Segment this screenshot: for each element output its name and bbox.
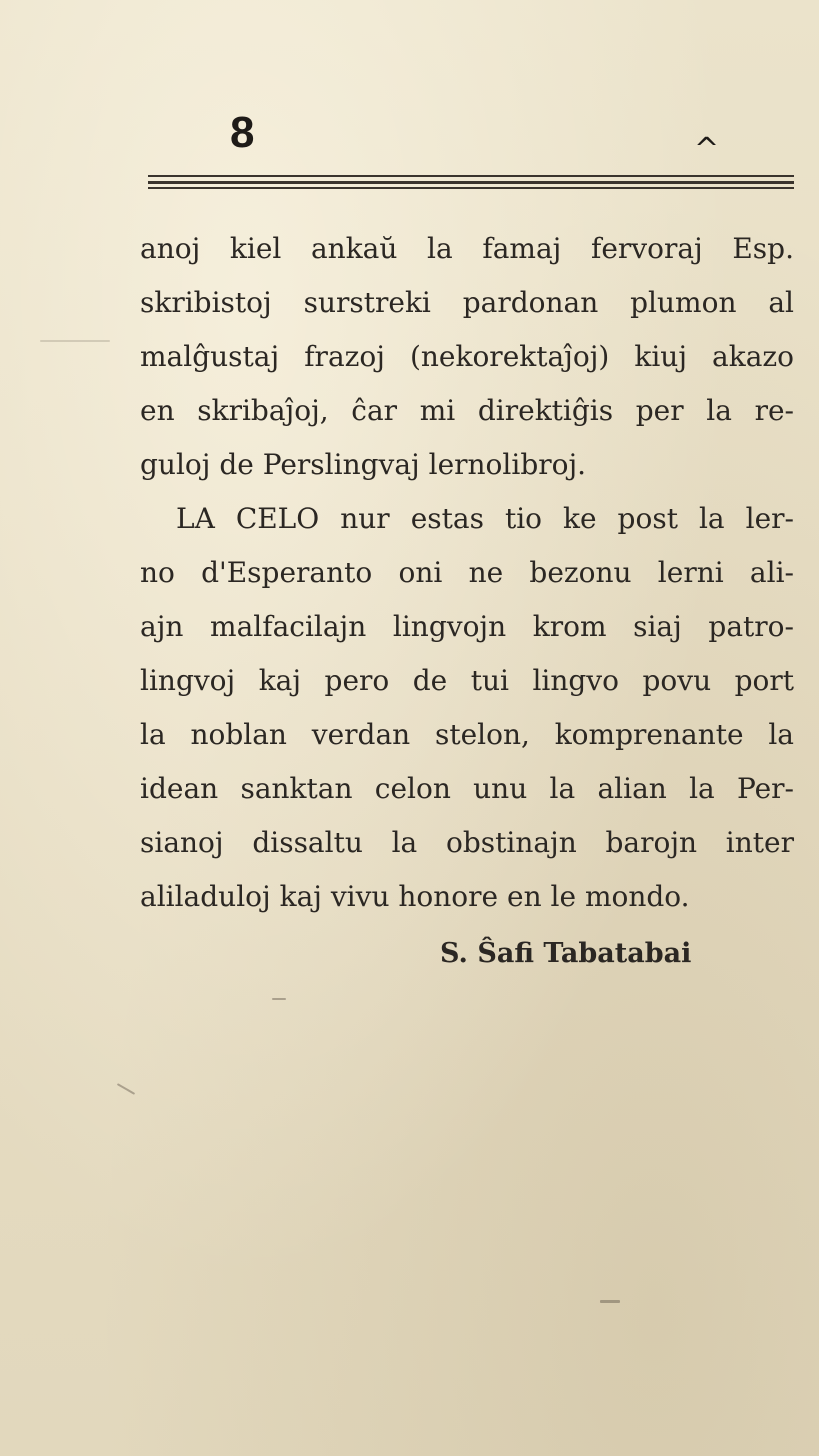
text-line: sianoj dissaltu la obstinajn barojn inter	[140, 826, 794, 859]
text-line: lingvoj kaj pero de tui lingvo povu port	[140, 664, 794, 697]
text-line: anoj kiel ankaŭ la famaj fervoraj Esp.	[140, 232, 794, 265]
paper-fleck	[600, 1300, 620, 1303]
text-line: no d'Esperanto oni ne bezonu lerni ali-	[140, 556, 794, 589]
author-signature: S. Ŝafi Tabatabai	[440, 938, 692, 969]
text-line: la noblan verdan stelon, komprenante la	[140, 718, 794, 751]
text-line: malĝustaj frazoj (nekorektaĵoj) kiuj akazo	[140, 340, 794, 373]
page-mark: ^	[694, 132, 720, 167]
text-line: skribistoj surstreki pardonan plumon al	[140, 286, 794, 319]
text-line: idean sanktan celon unu la alian la Per-	[140, 772, 794, 805]
paragraph-2	[140, 492, 794, 924]
body-text	[140, 222, 794, 924]
page-number: 8	[230, 108, 256, 157]
header-rule-top	[148, 175, 794, 177]
header-rule-bottom	[148, 187, 794, 189]
text-line: LA CELO nur estas tio ke post la ler-	[176, 502, 794, 535]
paragraph-1	[140, 222, 794, 492]
text-line: aliladuloj kaj vivu honore en le mondo.	[140, 880, 690, 913]
text-line: en skribaĵoj, ĉar mi direktiĝis per la re-	[140, 394, 794, 427]
paper-fleck	[272, 998, 286, 1000]
text-line: ajn malfacilajn lingvojn krom siaj patro-	[140, 610, 794, 643]
header-rule-middle	[148, 181, 794, 184]
paper-fleck	[117, 1083, 135, 1095]
text-line: guloj de Perslingvaj lernolibroj.	[140, 448, 587, 481]
paper-fleck	[40, 340, 110, 342]
